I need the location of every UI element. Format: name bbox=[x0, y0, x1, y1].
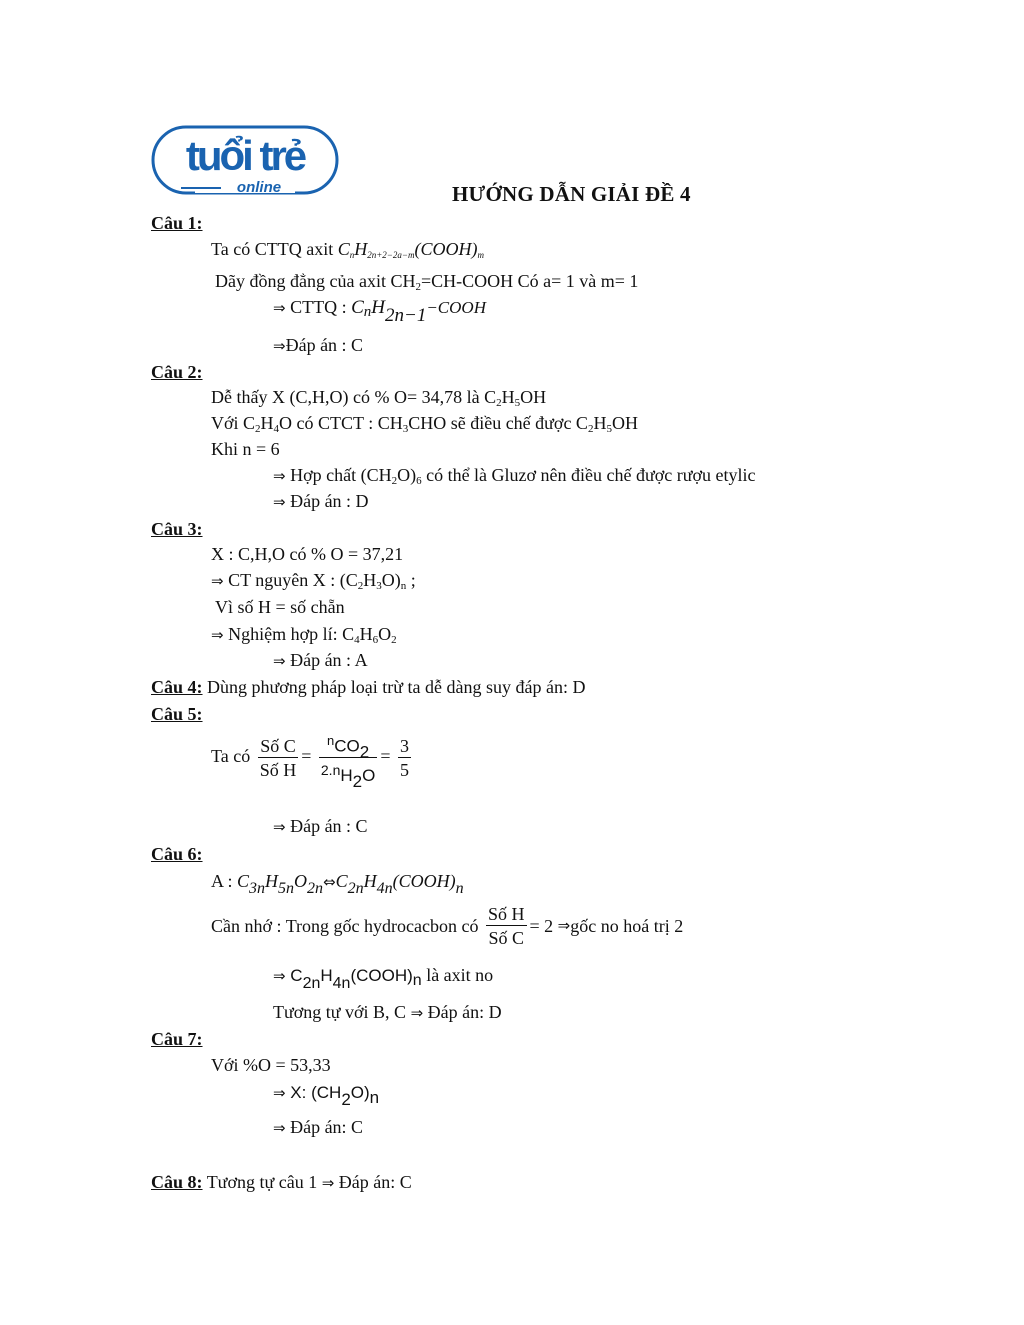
question-4 bbox=[151, 678, 585, 696]
text: (COOH) bbox=[414, 239, 478, 259]
text: 5 bbox=[606, 423, 612, 435]
text: (COOH) bbox=[350, 966, 413, 985]
q3-line-3: Vì số H = số chẵn bbox=[215, 597, 345, 617]
implies-arrow-icon: ⇒ bbox=[410, 1004, 424, 1022]
question-2-label: Câu 2: bbox=[151, 362, 203, 382]
text: H bbox=[371, 297, 385, 318]
equivalence-arrow-icon: ⇔ bbox=[323, 873, 336, 891]
q2-line-2 bbox=[211, 413, 638, 435]
q3-line-1: X : C,H,O có % O = 37,21 bbox=[211, 544, 404, 564]
text: có thể là Gluzơ nên điều chế được rượu etylic bbox=[421, 465, 756, 485]
text: n bbox=[349, 250, 355, 260]
implies-arrow-icon: ⇒ bbox=[273, 818, 286, 836]
text: CHO sẽ điều chế được C bbox=[408, 413, 588, 433]
text: Số H bbox=[259, 759, 297, 780]
tuoi-tre-online-logo bbox=[151, 125, 339, 195]
text: 5 bbox=[400, 759, 409, 780]
question-5-label: Câu 5: bbox=[151, 704, 203, 724]
text: O) bbox=[350, 1083, 370, 1102]
text: n bbox=[327, 733, 335, 748]
fraction-moles bbox=[319, 733, 377, 791]
logo-main-text: tuổi trẻ bbox=[185, 132, 305, 179]
text: Dùng phương pháp loại trừ ta dễ dàng suy đáp án: D bbox=[202, 677, 586, 697]
text: H bbox=[363, 570, 377, 590]
implies-arrow-icon: ⇒ bbox=[273, 967, 286, 985]
text: m bbox=[477, 250, 484, 260]
text: n bbox=[455, 880, 464, 897]
page-title: HƯỚNG DẪN GIẢI ĐỀ 4 bbox=[452, 182, 691, 206]
text: 4 bbox=[273, 423, 280, 435]
text: 2 bbox=[391, 634, 397, 646]
text: Số H bbox=[488, 904, 525, 924]
q7-answer bbox=[273, 1118, 363, 1136]
text: H bbox=[363, 871, 377, 891]
implies-arrow-icon: ⇒ bbox=[273, 652, 286, 670]
text: CT nguyên X : (C bbox=[223, 570, 358, 590]
text: 3n bbox=[249, 880, 266, 897]
text: = bbox=[301, 745, 312, 766]
text: 2n bbox=[347, 880, 364, 897]
implies-arrow-icon: ⇒ bbox=[273, 299, 286, 317]
q2-line-4 bbox=[273, 465, 756, 487]
text: 2 bbox=[255, 423, 261, 435]
text: 3 bbox=[376, 580, 382, 592]
implies-arrow-icon: ⇒ bbox=[273, 1084, 286, 1102]
text: 2 bbox=[496, 397, 502, 409]
q1-line-3 bbox=[273, 297, 486, 326]
text: (COOH) bbox=[392, 871, 456, 891]
text: C bbox=[337, 239, 350, 259]
text: CTTQ : bbox=[285, 297, 352, 317]
q7-line-1: Với %O = 53,33 bbox=[211, 1055, 331, 1075]
text: H bbox=[359, 624, 373, 644]
text: Hợp chất (CH bbox=[285, 465, 392, 485]
q6-line-1 bbox=[211, 871, 464, 897]
text: 6 bbox=[372, 634, 379, 646]
implies-arrow-icon: ⇒ bbox=[273, 467, 286, 485]
text: H bbox=[354, 239, 368, 259]
text: = bbox=[380, 745, 391, 766]
text: Số C bbox=[258, 737, 299, 758]
text: O) bbox=[397, 465, 417, 485]
text: 2n+2−2a−m bbox=[367, 250, 415, 260]
implies-arrow-icon: ⇒ bbox=[273, 337, 286, 355]
text: Đáp án : A bbox=[285, 650, 368, 670]
text: Dãy đồng đẳng của axit CH bbox=[215, 271, 416, 291]
text: 4n bbox=[376, 880, 393, 897]
text: Nghiệm hợp lí: C bbox=[223, 624, 355, 644]
text: Số C bbox=[488, 928, 525, 948]
text: Tương tự với B, C bbox=[273, 1002, 411, 1022]
text: n bbox=[412, 972, 422, 989]
q6-line-3 bbox=[273, 965, 494, 992]
text: ; bbox=[406, 570, 416, 590]
text: Đáp án: C bbox=[285, 1117, 364, 1137]
implies-arrow-icon: ⇒ bbox=[211, 572, 224, 590]
text: 4 bbox=[354, 634, 360, 646]
text: C bbox=[237, 871, 250, 891]
text: 2 bbox=[359, 742, 370, 762]
question-8-label: Câu 8: bbox=[151, 1172, 203, 1192]
text: Đáp án: C bbox=[334, 1172, 412, 1192]
text: O bbox=[362, 765, 376, 785]
implies-arrow-icon: ⇒ bbox=[321, 1174, 335, 1192]
text bbox=[319, 733, 377, 762]
text: H bbox=[260, 413, 274, 433]
implies-arrow-icon: ⇒ bbox=[557, 916, 571, 935]
implies-arrow-icon: ⇒ bbox=[211, 626, 224, 644]
text: H bbox=[265, 871, 279, 891]
question-7-label: Câu 7: bbox=[151, 1029, 203, 1049]
text: Đáp án : D bbox=[285, 491, 369, 511]
q5-equation bbox=[211, 733, 414, 791]
q6-answer bbox=[273, 1003, 502, 1021]
q3-line-4 bbox=[211, 624, 397, 646]
text: H bbox=[593, 413, 607, 433]
q2-line-3: Khi n = 6 bbox=[211, 439, 280, 459]
text: OH bbox=[611, 413, 638, 433]
text: A : bbox=[211, 871, 238, 891]
text: Đáp án : C bbox=[285, 335, 364, 355]
text: Tương tự câu 1 bbox=[202, 1172, 322, 1192]
text: n bbox=[400, 580, 407, 592]
text: gốc no hoá trị 2 bbox=[570, 916, 684, 936]
text: X: (CH bbox=[285, 1083, 342, 1102]
text: n bbox=[369, 1088, 380, 1107]
text: 2n−1 bbox=[385, 305, 427, 326]
text: 6 bbox=[416, 475, 422, 487]
text: O bbox=[294, 871, 308, 891]
q5-answer bbox=[273, 817, 368, 835]
q2-answer bbox=[273, 492, 369, 510]
text: C bbox=[351, 297, 364, 318]
text: 4n bbox=[332, 975, 351, 992]
text: H bbox=[501, 387, 515, 407]
text: Ta có CTTQ axit bbox=[211, 239, 338, 259]
text: 2 bbox=[341, 1090, 351, 1109]
text: O bbox=[378, 624, 392, 644]
text: Ta có bbox=[211, 745, 255, 766]
question-3-label: Câu 3: bbox=[151, 519, 203, 539]
text: 2 bbox=[352, 771, 363, 791]
text: 5 bbox=[514, 397, 521, 409]
q6-line-2 bbox=[211, 905, 683, 947]
text: Dễ thấy X (C,H,O) có % O= 34,78 là C bbox=[211, 387, 497, 407]
fraction-c-over-h bbox=[258, 737, 299, 779]
text: H bbox=[320, 966, 333, 985]
text: 2n bbox=[307, 880, 324, 897]
logo-sub-text: online bbox=[236, 179, 282, 195]
question-6-label: Câu 6: bbox=[151, 844, 203, 864]
text: Với C bbox=[211, 413, 256, 433]
q2-line-1 bbox=[211, 387, 547, 409]
text: Đáp án : C bbox=[285, 816, 368, 836]
text: 2.n bbox=[320, 761, 341, 778]
text: C bbox=[335, 871, 348, 891]
text: 2 bbox=[415, 281, 421, 293]
text: 3 bbox=[400, 735, 409, 756]
fraction-three-fifths bbox=[398, 737, 411, 779]
q3-line-2 bbox=[211, 570, 416, 592]
text bbox=[319, 758, 377, 791]
q3-answer bbox=[273, 651, 368, 669]
text: O có CTCT : CH bbox=[279, 413, 403, 433]
text: 5n bbox=[278, 880, 295, 897]
text: H bbox=[340, 765, 353, 785]
text: 2 bbox=[357, 580, 364, 592]
q1-answer bbox=[273, 336, 363, 354]
text: 2n bbox=[302, 975, 321, 992]
question-8 bbox=[151, 1173, 412, 1191]
fraction-h-over-c bbox=[486, 905, 527, 947]
text: O) bbox=[381, 570, 401, 590]
text: −COOH bbox=[426, 298, 486, 317]
text: là axit no bbox=[421, 965, 494, 985]
text: n bbox=[363, 304, 372, 320]
implies-arrow-icon: ⇒ bbox=[273, 1119, 286, 1137]
question-4-label: Câu 4: bbox=[151, 677, 203, 697]
text: OH bbox=[520, 387, 547, 407]
text: Đáp án: D bbox=[423, 1002, 502, 1022]
text: = 2 bbox=[529, 916, 558, 936]
text: Cần nhớ : Trong gốc hydrocacbon có bbox=[211, 916, 483, 936]
text: C bbox=[285, 966, 303, 985]
text: 2 bbox=[391, 475, 398, 487]
q1-line-2 bbox=[215, 271, 639, 293]
text: =CH-COOH Có a= 1 và m= 1 bbox=[420, 271, 639, 291]
q1-line-1 bbox=[211, 240, 484, 258]
text: 2 bbox=[587, 423, 594, 435]
question-1-label: Câu 1: bbox=[151, 213, 203, 233]
text: CO bbox=[334, 736, 360, 756]
text: 3 bbox=[402, 423, 409, 435]
q7-line-2 bbox=[273, 1083, 380, 1109]
logo-graphic bbox=[151, 125, 339, 195]
implies-arrow-icon: ⇒ bbox=[273, 493, 286, 511]
